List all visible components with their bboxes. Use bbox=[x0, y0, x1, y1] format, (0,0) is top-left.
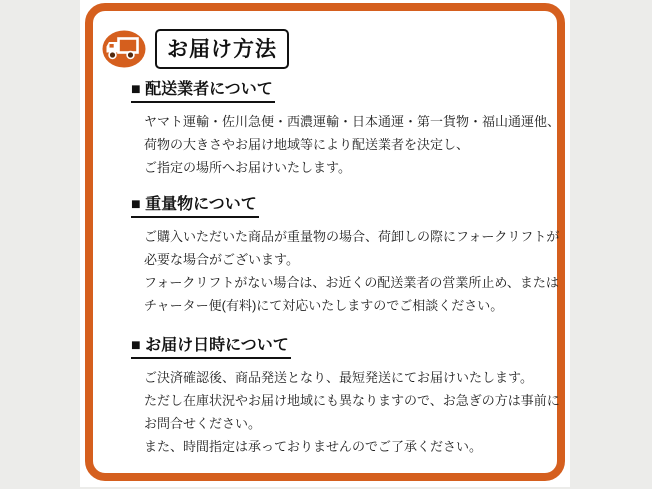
body-line: 必要な場合がございます。 bbox=[144, 252, 299, 267]
section-carriers bbox=[131, 69, 561, 179]
section-delivery-datetime-heading: ■ お届け日時について bbox=[131, 332, 291, 359]
truck-icon bbox=[102, 30, 146, 68]
panel-header bbox=[102, 29, 557, 69]
section-delivery-datetime bbox=[131, 317, 560, 458]
body-line: チャーター便(有料)にて対応いたしますのでご相談ください。 bbox=[144, 298, 504, 313]
section-heavy-items-heading: ■ 重量物について bbox=[131, 191, 259, 218]
section-delivery-datetime-body bbox=[144, 366, 560, 458]
body-line: 荷物の大きさやお届け地域等により配送業者を決定し、 bbox=[144, 137, 470, 152]
body-line: また、時間指定は承っておりませんのでご了承ください。 bbox=[144, 439, 483, 454]
body-line: ご購入いただいた商品が重量物の場合、荷卸しの際にフォークリフトが bbox=[144, 229, 560, 244]
body-line: フォークリフトがない場合は、お近くの配送業者の営業所止め、または bbox=[144, 275, 559, 290]
section-heavy-items-body bbox=[144, 225, 560, 317]
section-heavy-items bbox=[131, 179, 560, 317]
delivery-info-panel bbox=[85, 3, 565, 481]
body-line: ご指定の場所へお届けいたします。 bbox=[144, 160, 351, 175]
page-title: お届け方法 bbox=[155, 29, 289, 69]
body-line: ご決済確認後、商品発送となり、最短発送にてお届けいたします。 bbox=[144, 370, 533, 385]
body-line: お問合せください。 bbox=[144, 416, 262, 431]
section-carriers-heading: ■ 配送業者について bbox=[131, 76, 275, 103]
section-carriers-body bbox=[144, 110, 561, 179]
body-line: ヤマト運輸・佐川急便・西濃運輸・日本通運・第一貨物・福山通運他、 bbox=[144, 114, 561, 129]
body-line: ただし在庫状況やお届け地域にも異なりますので、お急ぎの方は事前に bbox=[144, 393, 560, 408]
